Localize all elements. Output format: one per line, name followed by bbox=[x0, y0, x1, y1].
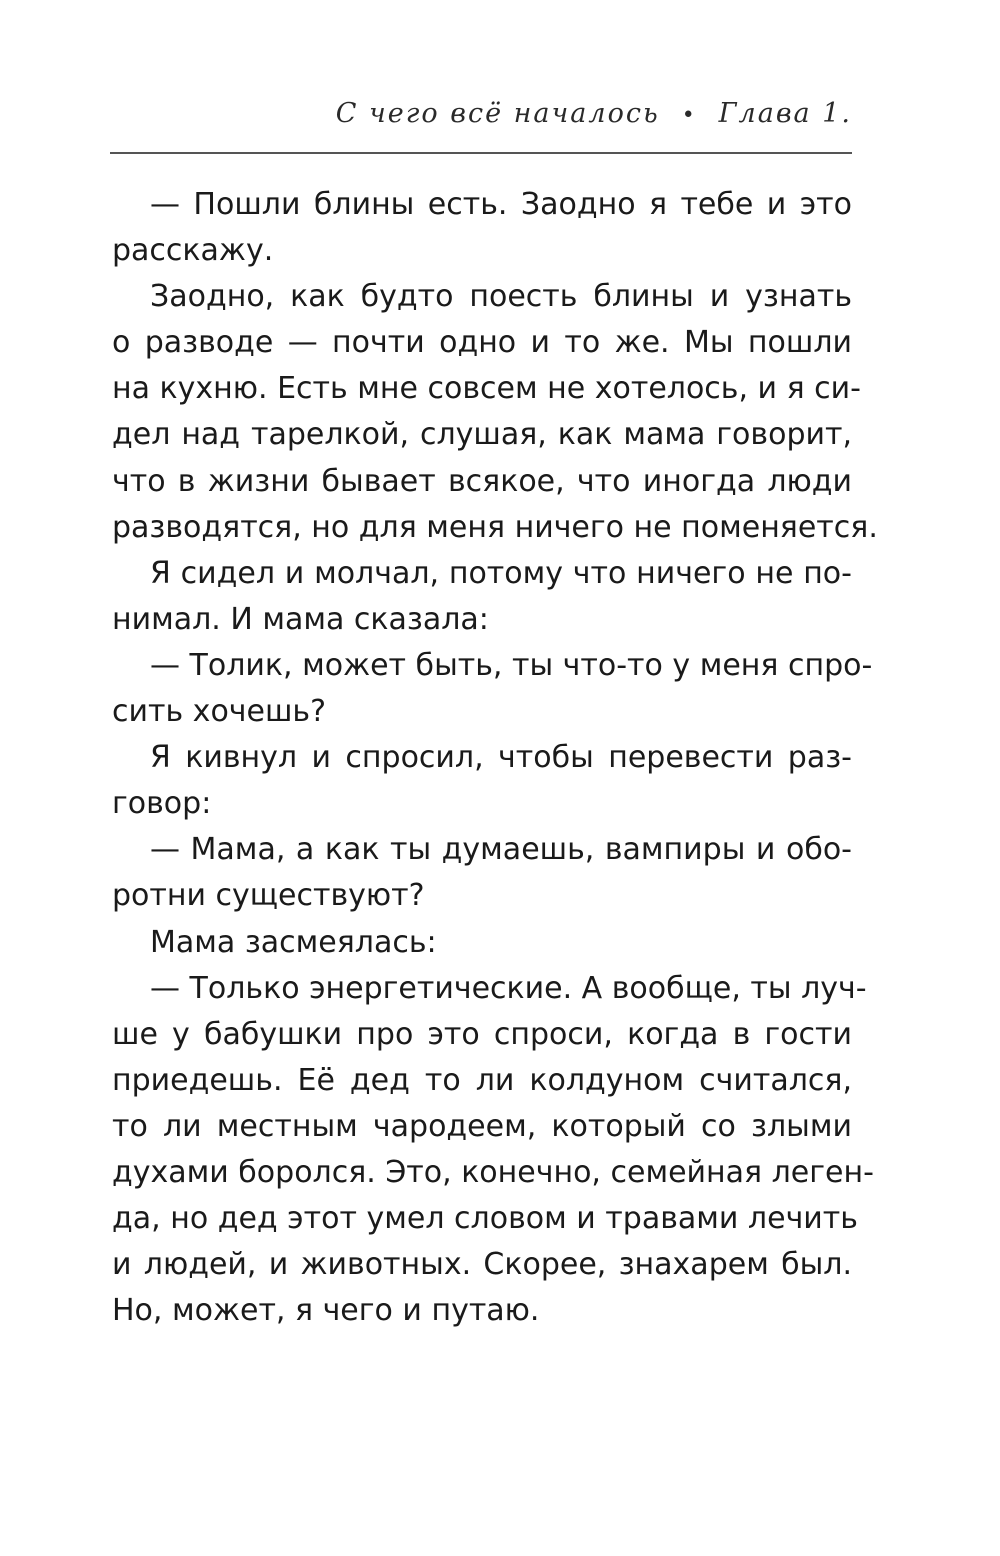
text-line: на кухню. Есть мне совсем не хотелось, и я си- bbox=[112, 371, 861, 407]
text-line: что в жизни бывает всякое, что иногда люди bbox=[112, 463, 852, 499]
text-line: Но, может, я чего и путаю. bbox=[112, 1293, 540, 1329]
text-line: разводятся, но для меня ничего не поменяется. bbox=[112, 509, 878, 545]
text-line: — Только энергетические. А вообще, ты луч- bbox=[150, 970, 867, 1006]
text-line: Мама засмеялась: bbox=[150, 924, 437, 960]
text-line: духами боролся. Это, конечно, семейная леген- bbox=[112, 1154, 874, 1190]
text-line: говор: bbox=[112, 786, 212, 822]
text-line: ше у бабушки про это спроси, когда в гости bbox=[112, 1016, 852, 1052]
chapter-subtitle: С чего всё началось bbox=[335, 98, 660, 129]
header-separator-icon: • bbox=[681, 103, 697, 128]
text-line: приедешь. Её дед то ли колдуном считался, bbox=[112, 1062, 852, 1098]
running-header bbox=[112, 98, 852, 142]
text-line: о разводе — почти одно и то же. Мы пошли bbox=[112, 325, 852, 361]
text-line: — Пошли блины есть. Заодно я тебе и это bbox=[150, 187, 852, 222]
text-line: то ли местным чародеем, который со злыми bbox=[112, 1108, 852, 1144]
text-line: Я кивнул и спросил, чтобы перевести раз- bbox=[150, 740, 852, 776]
text-line: сить хочешь? bbox=[112, 694, 327, 730]
text-line: ротни существуют? bbox=[112, 878, 425, 914]
chapter-label: Глава 1. bbox=[718, 98, 852, 129]
text-line: нимал. И мама сказала: bbox=[112, 601, 489, 637]
text-line: — Мама, а как ты думаешь, вампиры и обо- bbox=[150, 832, 852, 868]
text-line: Заодно, как будто поесть блины и узнать bbox=[150, 279, 852, 315]
text-line: — Толик, может быть, ты что-то у меня спро- bbox=[150, 647, 873, 683]
text-line: и людей, и животных. Скорее, знахарем был. bbox=[112, 1247, 852, 1283]
text-line: Я сидел и молчал, потому что ничего не по- bbox=[150, 555, 852, 591]
text-line: расскажу. bbox=[112, 233, 274, 269]
page-body bbox=[112, 182, 878, 1334]
text-line: дел над тарелкой, слушая, как мама говорит, bbox=[112, 417, 852, 453]
text-line: да, но дед этот умел словом и травами лечить bbox=[112, 1201, 858, 1237]
header-divider bbox=[110, 152, 852, 154]
